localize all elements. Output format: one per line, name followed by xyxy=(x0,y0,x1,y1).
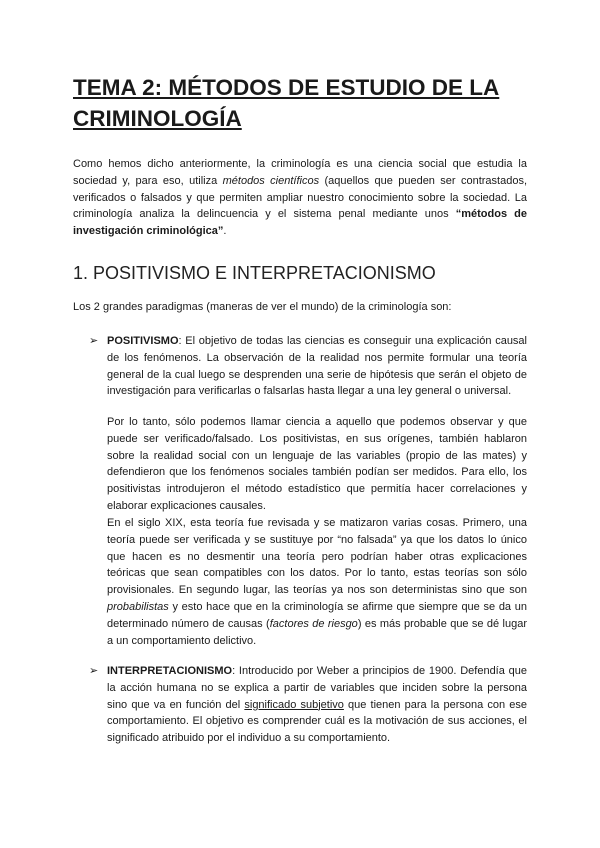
positivismo-text: En el siglo XIX, esta teoría fue revisada y se matizaron varias cosas. Primero, una teoría puede ser verificada y se sustituye por “no falsada” ya que los datos lo único que hacen es no desmentir una teoría pero podrían haber otras explicaciones teóricas que sean compatibles con los datos. Por lo tanto, estas teorías son sólo provisionales. En segundo lugar, las teorías ya nos son deterministas sino que son xyxy=(107,517,527,597)
intro-paragraph xyxy=(73,156,527,240)
positivismo-text: ) es más probable que se dé lugar a un comportamiento delictivo. xyxy=(107,617,528,647)
intro-text: Como hemos dicho anteriormente, la criminología es una ciencia social que estudia la sociedad y, para eso, utiliza xyxy=(73,158,527,187)
intro-italic: métodos científicos xyxy=(222,174,320,187)
positivismo-paragraph-2: Por lo tanto, sólo podemos llamar ciencia a aquello que podemos observar y que puede ser verificado/falsado. Los positivistas, en sus orígenes, también hablaron sobre la realidad social con un lenguaje de las variables (propio de las mates) y defendieron que los fenómenos sociales también podían ser medidos. Para ello, los positivistas introdujeron el método estadístico que permitía hacer correlaciones y elaborar explicaciones causales. xyxy=(107,416,527,512)
interpretacionismo-paragraph xyxy=(107,663,527,747)
positivismo-italic: probabilistas xyxy=(107,600,169,613)
positivismo-label: POSITIVISMO xyxy=(107,335,179,347)
section-lead: Los 2 grandes paradigmas (maneras de ver el mundo) de la criminología son: xyxy=(73,301,452,313)
interpretacionismo-underline: significado subjetivo xyxy=(244,698,344,711)
interpretacionismo-text: que tienen para la persona con ese comportamiento. El objetivo es comprender cuál es la motivación de sus acciones, el significado atribuido por el individuo a su comportamiento. xyxy=(107,698,527,745)
arrowhead-bullet-icon: ➢ xyxy=(89,665,99,677)
positivismo-text: y esto hace que en la criminología se afirme que siempre que se da un determinado número de causas ( xyxy=(107,600,527,630)
positivismo-text: : El objetivo de todas las ciencias es conseguir una explicación causal de los fenómenos. La observación de la realidad nos permite formular una teoría general de la cual luego se desprenden una serie de hipótesis que serán el objeto de investigación para verificarlas o falsarlas hasta llegar a una ley general o universal. xyxy=(107,335,527,398)
arrowhead-bullet-icon: ➢ xyxy=(89,335,99,347)
positivismo-paragraph-3 xyxy=(107,515,527,649)
intro-text: (aquellos que pueden ser contrastados, verificados o falsados y que permiten ampliar nuestro conocimiento sobre la sociedad. La criminología analiza la delincuencia y el sistema penal mediante unos xyxy=(73,174,528,221)
intro-bold: “métodos de investigación criminológica” xyxy=(73,208,527,238)
positivismo-paragraph-1 xyxy=(107,333,527,400)
interpretacionismo-text: : Introducido por Weber a principios de 1900. Defendía que la acción humana no se explica a partir de variables que inciden sobre la persona sino que va en función del xyxy=(107,665,527,711)
intro-text: . xyxy=(223,225,227,238)
interpretacionismo-label: INTERPRETACIONISMO xyxy=(107,665,233,677)
document-title: TEMA 2: MÉTODOS DE ESTUDIO DE LA CRIMINOLOGÍA xyxy=(73,75,500,131)
positivismo-italic: factores de riesgo xyxy=(269,617,358,630)
section-heading: 1. POSITIVISMO E INTERPRETACIONISMO xyxy=(73,263,436,283)
